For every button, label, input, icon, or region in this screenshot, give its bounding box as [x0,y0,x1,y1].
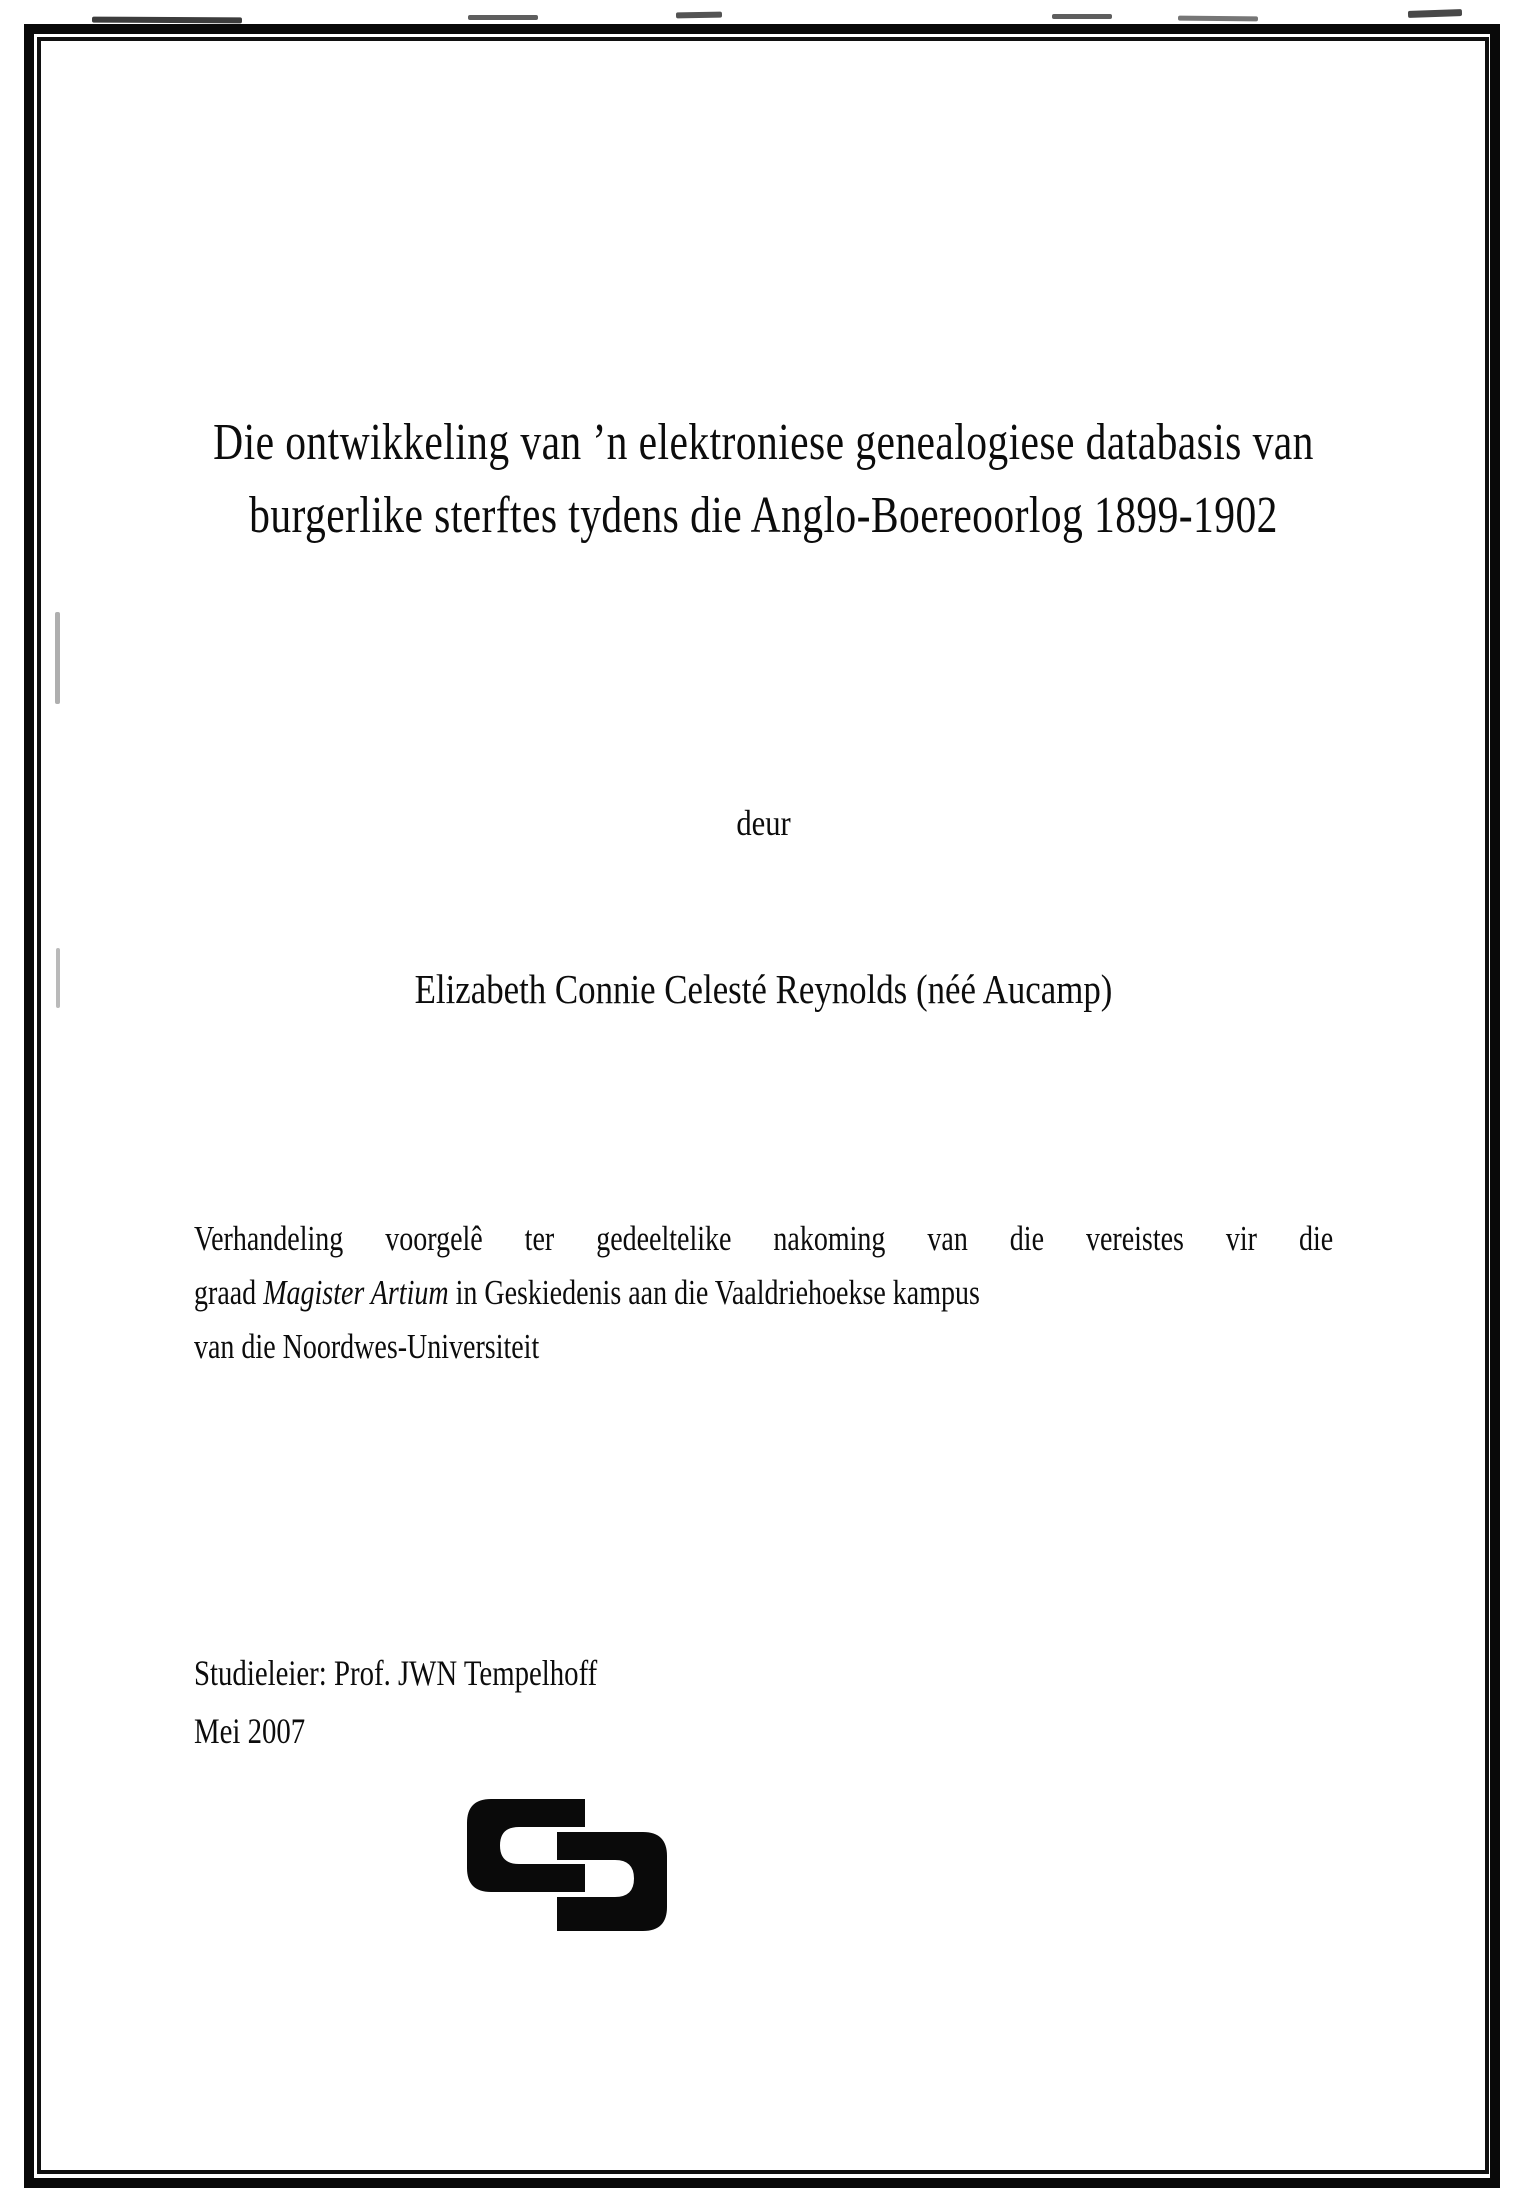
thesis-title-line2: burgerlike sterftes tydens die Anglo-Boereoorlog 1899-1902 [249,487,1278,544]
degree-statement [194,1212,1333,1374]
degree-statement-line1: Verhandeling voorgelê ter gedeeltelike nakoming van die vereistes vir die [194,1219,1334,1258]
degree-statement-line3: van die Noordwes-Universiteit [194,1327,540,1366]
thesis-title-line1: Die ontwikkeling van ’n elektroniese genealogiese databasis van [213,414,1314,471]
degree-statement-line2-pre: graad [194,1273,264,1312]
supervisor-line: Studieleier: Prof. JWN Tempelhoff [194,1653,598,1693]
scan-artifact [56,948,60,1008]
nwu-logo-mark-icon [467,1799,667,1931]
scan-artifact [92,17,242,24]
byline-deur: deur [736,803,791,843]
scan-artifact [468,15,538,20]
scan-artifact [1408,9,1462,18]
scan-artifact [55,612,60,704]
page-border-inner [37,37,1489,2174]
supervisor-block [194,1644,1154,1760]
scan-artifact [1052,14,1112,19]
scan-artifact [1178,16,1258,22]
date-line: Mei 2007 [194,1711,306,1751]
degree-statement-line2 [194,1266,1333,1320]
author-name: Elizabeth Connie Celesté Reynolds (néé Aucamp) [414,966,1113,1012]
degree-statement-line2-post: in Geskiedenis aan die Vaaldriehoekse kampus [448,1273,980,1312]
scan-artifact [676,12,722,19]
thesis-title [153,406,1375,552]
degree-name-italic: Magister Artium [263,1273,449,1312]
